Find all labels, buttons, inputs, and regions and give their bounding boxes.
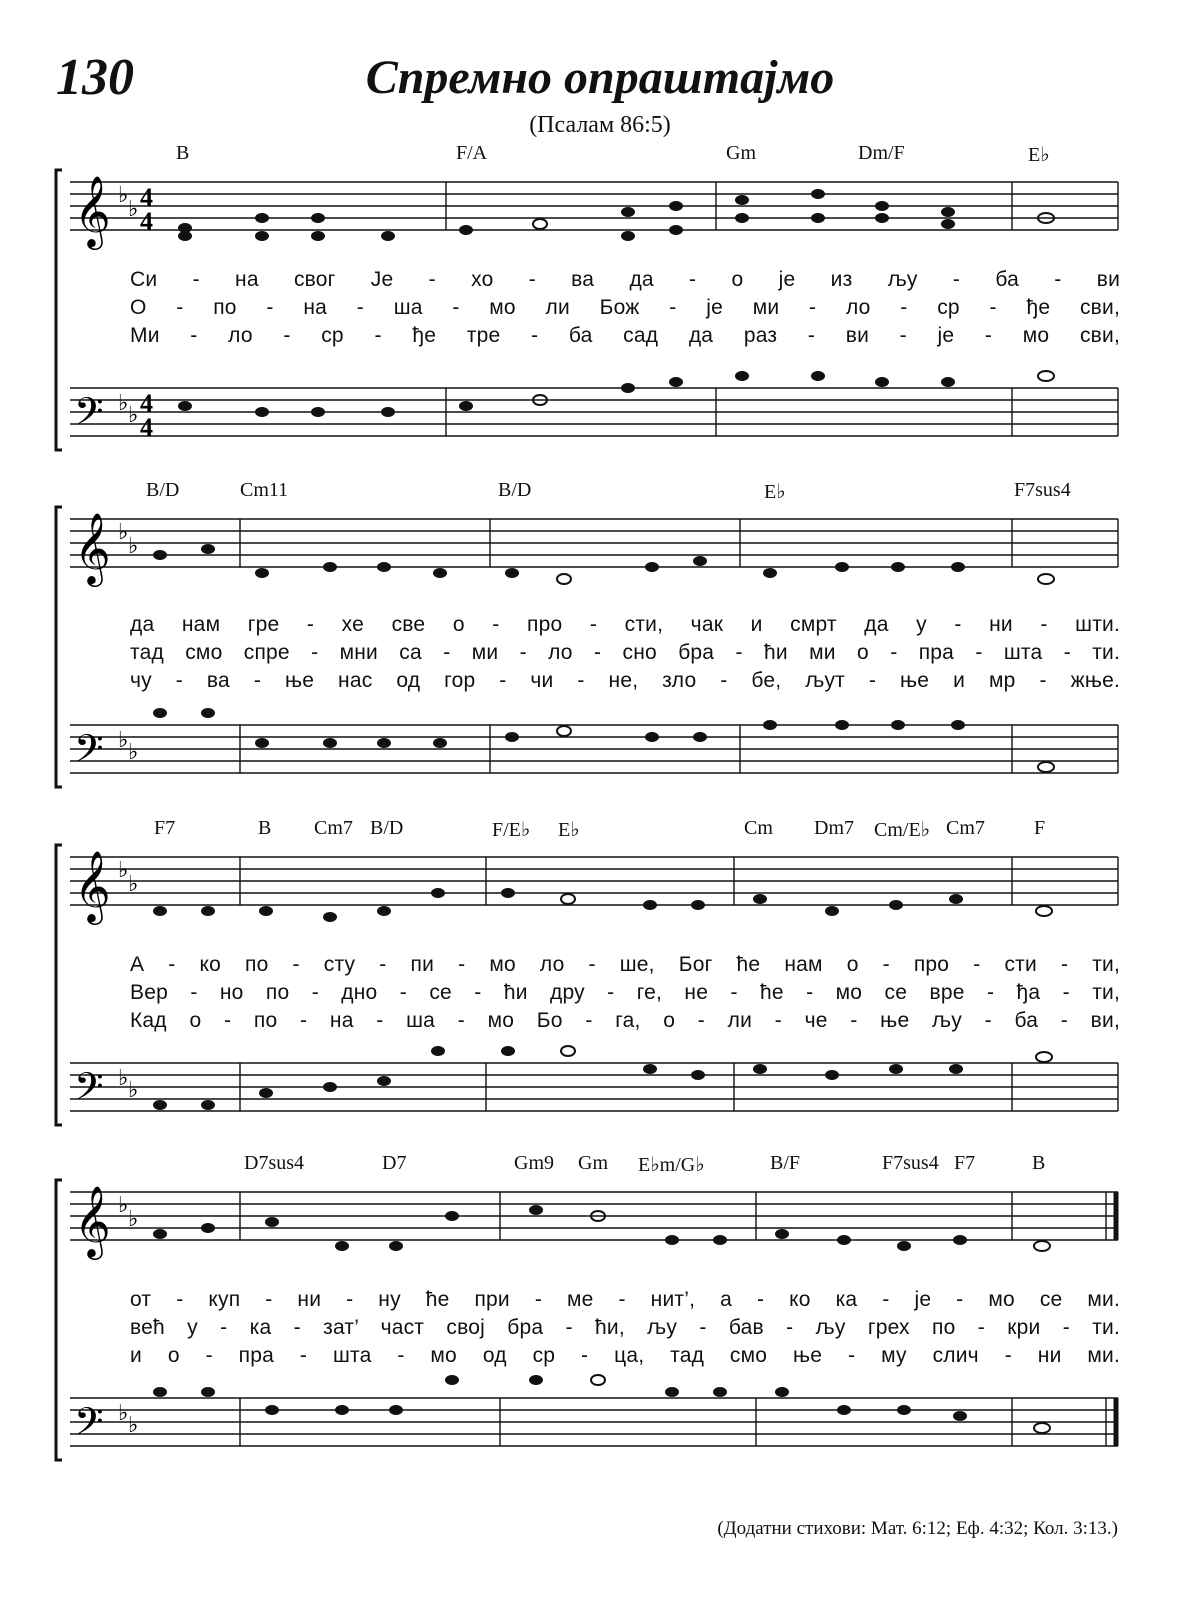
chord-symbol: Cm7 — [946, 817, 985, 839]
chord-symbol: F7sus4 — [1014, 479, 1071, 501]
svg-text:𝄞: 𝄞 — [74, 174, 111, 247]
svg-text:4: 4 — [140, 389, 153, 418]
chord-symbol: E♭ — [558, 819, 580, 841]
chord-symbol: F7 — [954, 1152, 976, 1174]
svg-text:𝄢: 𝄢 — [74, 726, 104, 780]
svg-text:♭: ♭ — [128, 871, 139, 896]
lyric-verse-3: чу - ва - ње нас од гор - чи - не, зло - бе, љут - ње и мр - жње. — [130, 669, 1120, 692]
chord-symbol: B/F — [770, 1152, 801, 1174]
svg-text:♭: ♭ — [128, 739, 139, 764]
svg-text:𝄞: 𝄞 — [74, 511, 111, 584]
lyric-verse-3: Кад о - по - на - ша - мо Бо - га, о - ли - че - ње љу - ба - ви, — [130, 1009, 1120, 1032]
lyric-verse-1: А - ко по - сту - пи - мо ло - ше, Бог ће нам о - про - сти - ти, — [130, 953, 1120, 976]
chord-symbol: B — [176, 142, 190, 164]
song-title: Спремно опраштајмо — [365, 51, 835, 104]
chord-symbol: Gm9 — [514, 1152, 554, 1174]
lyric-verse-2: већ у - ка - зат’ част свој бра - ћи, љу - бав - љу грех по - кри - ти. — [130, 1316, 1120, 1339]
svg-text:𝄢: 𝄢 — [74, 1399, 104, 1453]
chord-symbol: D7 — [382, 1152, 407, 1174]
chord-symbol: F7sus4 — [882, 1152, 939, 1174]
chord-symbol: E♭m/G♭ — [638, 1154, 705, 1176]
svg-text:𝄞: 𝄞 — [74, 849, 111, 922]
lyric-verse-2: тад смо спре - мни са - ми - ло - сно бра - ћи ми о - пра - шта - ти. — [130, 641, 1120, 664]
chord-symbol: F7 — [154, 817, 176, 839]
chord-symbol: B — [1032, 1152, 1046, 1174]
chord-symbol: B/D — [498, 479, 532, 501]
svg-text:4: 4 — [140, 183, 153, 212]
svg-text:♭: ♭ — [118, 1192, 129, 1217]
staff-graphic — [0, 815, 1200, 1145]
svg-text:𝄢: 𝄢 — [74, 389, 104, 443]
chord-symbol: F/A — [456, 142, 488, 164]
svg-text:♭: ♭ — [118, 1065, 129, 1090]
svg-text:♭: ♭ — [128, 1077, 139, 1102]
lyric-verse-1: да нам гре - хе све о - про - сти, чак и смрт да у - ни - шти. — [130, 613, 1120, 636]
svg-text:♭: ♭ — [128, 533, 139, 558]
svg-text:♭: ♭ — [118, 519, 129, 544]
staff-graphic — [0, 1150, 1200, 1480]
svg-text:♭: ♭ — [118, 1400, 129, 1425]
chord-symbol: E♭ — [1028, 144, 1050, 166]
song-number: 130 — [56, 49, 134, 106]
svg-text:♭: ♭ — [118, 857, 129, 882]
chord-symbol: Cm — [744, 817, 773, 839]
svg-text:♭: ♭ — [128, 402, 139, 427]
svg-text:4: 4 — [140, 207, 153, 236]
chord-symbol: Cm7 — [314, 817, 353, 839]
chord-symbol: E♭ — [764, 481, 786, 503]
lyric-verse-1: Си - на свог Је - хо - ва да - о је из љу - ба - ви — [130, 268, 1120, 291]
scripture-footnote: (Додатни стихови: Мат. 6:12; Еф. 4:32; Кол. 3:13.) — [717, 1518, 1118, 1539]
svg-text:𝄢: 𝄢 — [74, 1064, 104, 1118]
svg-text:♭: ♭ — [118, 727, 129, 752]
lyric-verse-2: О - по - на - ша - мо ли Бож - је ми - ло - ср - ђе сви, — [130, 296, 1120, 319]
lyric-verse-3: Ми - ло - ср - ђе тре - ба сад да раз - ви - је - мо сви, — [130, 324, 1120, 347]
svg-text:4: 4 — [140, 413, 153, 442]
song-subtitle: (Псалам 86:5) — [529, 112, 671, 138]
music-system-3 — [0, 815, 1200, 1155]
music-system-2 — [0, 477, 1200, 817]
music-system-1 — [0, 140, 1200, 480]
svg-text:♭: ♭ — [128, 1206, 139, 1231]
music-system-4 — [0, 1150, 1200, 1490]
chord-symbol: Cm/E♭ — [874, 819, 931, 841]
svg-text:♭: ♭ — [118, 182, 129, 207]
chord-symbol: Gm — [578, 1152, 608, 1174]
svg-text:♭: ♭ — [118, 390, 129, 415]
chord-symbol: B/D — [370, 817, 404, 839]
chord-symbol: Gm — [726, 142, 756, 164]
lyric-verse-3: и о - пра - шта - мо од ср - ца, тад смо ње - му слич - ни ми. — [130, 1344, 1120, 1367]
chord-symbol: B/D — [146, 479, 180, 501]
lyric-verse-2: Вер - но по - дно - се - ћи дру - ге, не - ће - мо се вре - ђа - ти, — [130, 981, 1120, 1004]
chord-symbol: F/E♭ — [492, 819, 531, 841]
svg-text:♭: ♭ — [128, 1412, 139, 1437]
chord-symbol: B — [258, 817, 272, 839]
chord-symbol: Dm/F — [858, 142, 905, 164]
chord-symbol: F — [1034, 817, 1046, 839]
chord-symbol: Cm11 — [240, 479, 289, 501]
svg-text:♭: ♭ — [128, 196, 139, 221]
lyric-verse-1: от - куп - ни - ну ће при - ме - нит’, а - ко ка - је - мо се ми. — [130, 1288, 1120, 1311]
svg-text:𝄞: 𝄞 — [74, 1184, 111, 1257]
chord-symbol: D7sus4 — [244, 1152, 305, 1174]
chord-symbol: Dm7 — [814, 817, 854, 839]
